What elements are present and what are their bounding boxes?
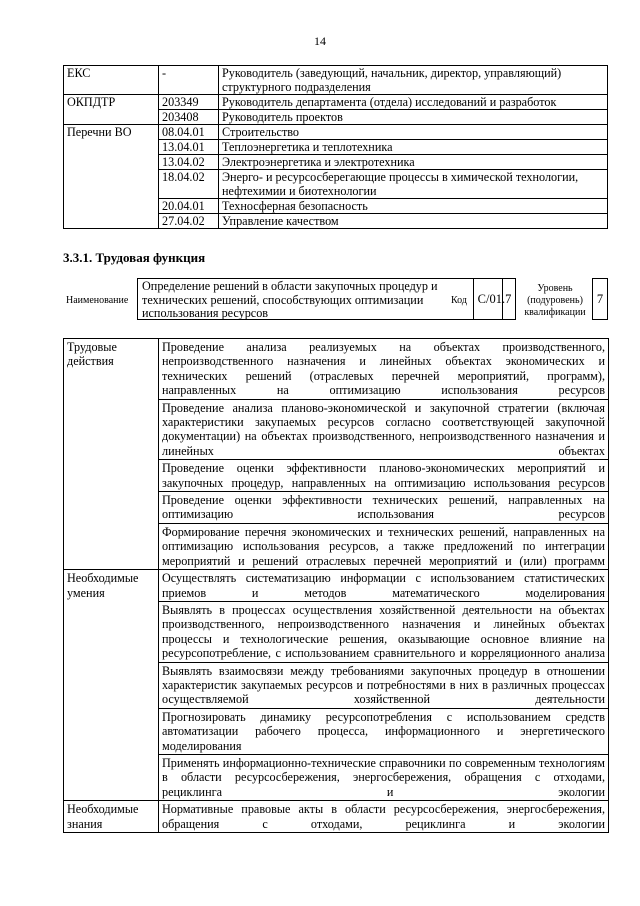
knowledge-label: Необходимые знания	[64, 801, 159, 833]
table-row	[64, 570, 609, 602]
vo-text: Управление качеством	[219, 214, 608, 229]
name-label: Наименование	[66, 295, 129, 306]
table-row	[64, 601, 609, 662]
vo-code: 13.04.01	[159, 140, 219, 155]
table-row	[64, 125, 608, 140]
okpdtr-label: ОКПДТР	[64, 95, 159, 110]
action-item: Проведение оценки эффективности технических решений, направленных на оптимизацию использования ресурсов	[159, 492, 609, 524]
table-row	[64, 95, 608, 110]
table-row	[64, 66, 608, 95]
eks-text: Руководитель (заведующий, начальник, директор, управляющий) структурного подразделения	[219, 66, 608, 95]
table-row	[64, 199, 608, 214]
table-row	[64, 754, 609, 800]
code-label: Код	[451, 295, 467, 306]
vo-text: Техносферная безопасность	[219, 199, 608, 214]
table-row	[64, 214, 608, 229]
skill-item: Выявлять взаимосвязи между требованиями закупочных процедур в отношении характеристик закупаемых ресурсов и потребностями в них в различных процессах осуществляемой хозяйственной деятельности	[159, 662, 609, 708]
function-name-row	[63, 278, 612, 320]
table-row	[64, 708, 609, 754]
vo-text: Теплоэнергетика и теплотехника	[219, 140, 608, 155]
table-row	[64, 339, 609, 400]
code-value: C/01.7	[473, 278, 516, 320]
knowledge-item: Нормативные правовые акты в области ресурсосбережения, энергосбережения, обращения с отходами, рециклинга и экологии	[159, 801, 609, 833]
skill-item: Осуществлять систематизацию информации с использованием статистических приемов и методов математического моделирования	[159, 570, 609, 602]
action-item: Проведение анализа планово-экономической и закупочной стратегии (включая характеристики закупаемых ресурсов согласно соответствующей закупочной документации) на объектах производственного, непроизводственного назначения и линейных объектах	[159, 399, 609, 460]
eks-label: ЕКС	[64, 66, 159, 95]
table-row	[64, 460, 609, 492]
okpdtr-code: 203349	[159, 95, 219, 110]
table-row	[64, 140, 608, 155]
vo-code: 13.04.02	[159, 155, 219, 170]
action-item: Проведение оценки эффективности планово-экономических мероприятий и закупочных процедур, направленных на оптимизацию использования ресурсов	[159, 460, 609, 492]
vo-code: 20.04.01	[159, 199, 219, 214]
section-heading: 3.3.1. Трудовая функция	[63, 250, 206, 265]
skills-label: Необходимые умения	[64, 570, 159, 602]
table-row	[64, 523, 609, 569]
okpdtr-text: Руководитель департамента (отдела) исследований и разработок	[219, 95, 608, 110]
skill-item: Применять информационно-технические справочники по современным технологиям в области ресурсосбережения, энергосбережения, обращения с отходами, рециклинга и экологии	[159, 754, 609, 800]
table-row	[64, 492, 609, 524]
okpdtr-code: 203408	[159, 110, 219, 125]
function-details-table	[63, 338, 609, 833]
actions-label: Трудовые действия	[64, 339, 159, 400]
table-row	[64, 399, 609, 460]
vo-text: Строительство	[219, 125, 608, 140]
action-item: Формирование перечня экономических и технических решений, направленных на оптимизацию использования ресурсов, а также предложений по интеграции мероприятий и решений отраслевых перечней мероприятий и (или) программ	[159, 523, 609, 569]
level-label: Уровень (подуровень) квалификации	[524, 283, 586, 318]
page-number: 14	[314, 34, 326, 48]
action-item: Проведение анализа реализуемых на объектах производственного, непроизводственного назначения и линейных объектах экономических и технических решений (отраслевых перечней мероприятий, программ), направленных на оптимизацию использования ресурсов	[159, 339, 609, 400]
vo-code: 08.04.01	[159, 125, 219, 140]
vo-label: Перечни ВО	[64, 125, 159, 140]
level-value: 7	[592, 278, 608, 320]
vo-text: Энерго- и ресурсосберегающие процессы в химической технологии, нефтехимии и биотехнологии	[219, 170, 608, 199]
eks-code: -	[159, 66, 219, 95]
classifier-table	[63, 65, 608, 229]
vo-text: Электроэнергетика и электротехника	[219, 155, 608, 170]
table-row	[64, 170, 608, 199]
table-row	[64, 801, 609, 833]
skill-item: Прогнозировать динамику ресурсопотребления с использованием средств автоматизации рабочего процесса, информационного и энергетического моделирования	[159, 708, 609, 754]
vo-code: 18.04.02	[159, 170, 219, 199]
okpdtr-text: Руководитель проектов	[219, 110, 608, 125]
function-name-value: Определение решений в области закупочных процедур и технических решений, способствующих оптимизации использования ресурсов	[137, 278, 503, 320]
table-row	[64, 110, 608, 125]
vo-code: 27.04.02	[159, 214, 219, 229]
skill-item: Выявлять в процессах осуществления хозяйственной деятельности на объектах производственного, непроизводственного назначения и линейных объектах процессы и технологические решения, оказывающие основное влияние на ресурсопотребление, с использованием сравнительного и корреляционного анализа	[159, 601, 609, 662]
table-row	[64, 155, 608, 170]
table-row	[64, 662, 609, 708]
